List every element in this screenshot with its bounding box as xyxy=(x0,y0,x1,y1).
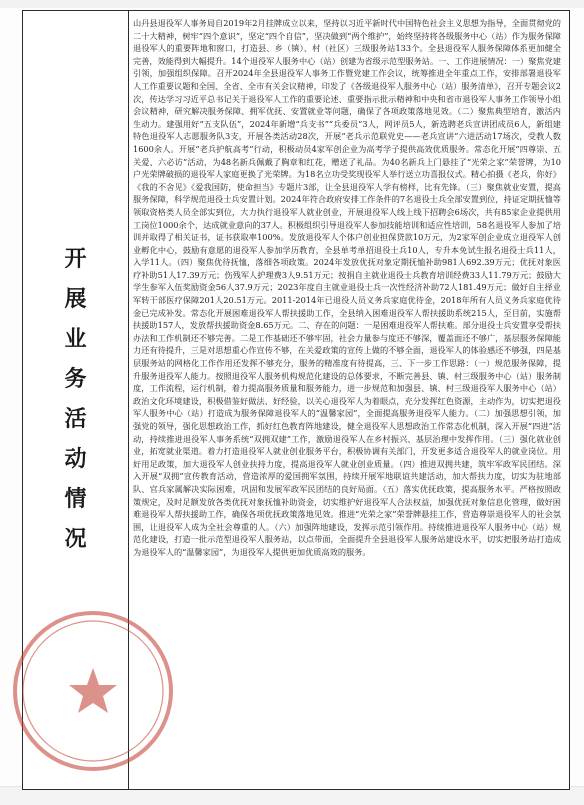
report-text: 山丹县退役军人事务局自2019年2月挂牌成立以来，坚持以习近平新时代中国特色社会主义思想为指导，全面贯彻党的二十大精神，树牢“四个意识”，坚定“四个自信”，坚决做到“两个维护”，始终坚持将各级服务中心（站）作为服务保障退役军人的重要阵地和窗口，打造县、乡（镇）、村（社区）三级服务站133个。全县退役军人服务保障体系更加健全完善，效能得到大幅提升。14个退役军人服务中心（站）创建为省级示范型服务站。一、工作进展情况：一）聚焦党建引领，加强组织保障。召开2024年全县退役军人事务工作暨党建工作会议，统筹推进全年重点工作，安排部署退役军人工作重要议题和全国、全省、全市有关会议精神，印发了《各级退役军人服务中心（站）服务清单》，召开专题会议2次，传达学习习近平总书记关于退役军人工作的重要论述、重要指示批示精神和中央和省市退役军人事务工作领导小组会议精神，研究解决服务保障、拥军优抚、安置就业等问题，确保了各项政策落地见效。（二）聚焦典型培育，激活内生动力。建强用好“五支队伍”，2024年新增“兵支书”“兵委员”3人，网评员5人，新选聘老兵宣讲团成员6人，新组建特色退役军人志愿服务队3支，开展各类活动28次，开展“老兵示范联党史——老兵宣讲”六进活动17场次，受教人数1600余人。开展“老兵护航高考”行动，积极动员4家军创企业为高考学子提供高效优质服务。常态化开展“四尊崇、五关爱、六必访”活动，为48名新兵佩戴了胸章和红花，赠送了礼品。为40名新兵上门悬挂了“光荣之家”荣誉牌，为10户光荣牌破损的退役军人家庭更换了光荣牌。为18名立功受奖现役军人举行送立功喜报仪式。精心拍摄《老兵，你好》《我的不舍见》《爱我国防，使命担当》专题片3部，让全县退役军人学有榜样，比有先锋。（三）聚焦就业安置，提高服务保障，科学规范退役士兵安置计划。2024年符合政府安排工作条件的7名退役士兵全部安置到位，持证定期抚恤等领取资格类人员全部实到位，大力执行退役军人就业创业，开展退役军人线上线下招聘会6场次，共有85家企业提供用工岗位1000余个，达成就业意向的37人。积极组织引导退役军人参加技能培训和适应性培训，58名退役军人参加了培训并取得了相关证书，证书获取率100%。发放退役军人个体户创业担保贷款10万元，为2家军创企业成立退役军人创业孵化中心，鼓励有意愿的退役军人参加学历教育，全县单考单招退役士兵10人，专升本免试生报名退役士兵11人，入学11人。（四）聚焦优待抚恤，落细各项政策。2024年发放优抚对象定期抚恤补助981人692.39万元；优抚对象医疗补助51人17.39万元；伤残军人护理费3人9.51万元；按捐自主就业退役士兵教育培训经费33人11.79万元；鼓励大学生参军入伍奖励资金56人37.9万元；2023年度自主就业退役士兵一次性经济补助72人181.49万元；做好自主择业军转干部医疗保障201人20.51万元。2011-2014年已退役人员义务兵家庭优待金，2018年所有人员义务兵家庭优待金已完成补发。常态化开展困难退役军人帮扶援助工作，全县纳入困难退役军人帮扶援助系统215人，至目前，实施帮扶援助157人，发放帮扶援助资金8.65万元。二、存在的问题：一是困难退役军人帮扶难。部分退役士兵安置享受帮扶办法和工作机制还不够完善。二是工作基础还不够牢固，社会力量参与度还不够深，覆盖面还不够广，基层服务保障能力还有待提升，三是对思想重心作宣传不够，在关爱政策的宣传上做的不够全面，退役军人的体验感还不够强，四是基层服务站的网格化工作作用还发挥不够充分，服务的精准度有待提高，三、下一步工作思路：（一）规范服务保障，提升服务退役军人能力。按照退役军人服务机构规范化建设的总体要求，不断完善县、镇、村三级服务中心（站）服务制度，工作流程，运行机制，着力提高服务质量和服务能力，进一步规范和加强县、镇、村三级退役军人服务中心（站）政治文化环境建设，积极借鉴好做法、好经验，以关心退役军人为着眼点，充分发挥红色资源，主动作为，切实把退役军人服务中心（站）打造成为服务保障退役军人的“温馨家园”，全面提高服务退役军人能力。（二）加强思想引领，加强党的领导，强化思想政治工作，抓好红色教育阵地建设，健全退役军人思想政治工作常态化机制，深入开展“四进”活动，持续推进退役军人事务系统“双拥双建”工作，激励退役军人在乡村振兴、基层治理中发挥作用。（三）强化就业创业，拓宽就业渠道。着力打造退役军人就业创业服务平台，积极协调有关部门，开发更多适合退役军人的就业岗位。用好用足政策，加大退役军人创业扶持力度，提高退役军人就业创业质量。（四）推进双拥共建，筑牢军政军民团结。深入开展“双拥”宣传教育活动，营造浓厚的爱国拥军氛围，持续开展军地联谊共建活动，加大帮扶力度，切实为驻地部队、官兵家属解决实际困难，巩固和发展军政军民团结的良好局面。（五）落实优抚政策，提高服务水平。严格按照政策规定，及时足额发放各类优抚对象抚恤补助资金，切实维护好退役军人合法权益，加强优抚对象信息化管理，做好困难退役军人帮扶援助工作，确保各项优抚政策落地见效。推进“光荣之家”荣誉牌悬挂工作，营造尊崇退役军人的社会氛围，让退役军人成为全社会尊重的人。（六）加强阵地建设，发挥示范引领作用。持续推进退役军人服务中心（站）规范化建设，打造一批示范型退役军人服务站，以点带面，全面提升全县退役军人服务站建设水平，切实把服务站打造成为退役军人的“温馨家园”，为退役军人提供更加优质高效的服务。 xyxy=(133,18,561,557)
section-title-char: 业 xyxy=(64,327,87,352)
section-title-char: 务 xyxy=(64,367,87,392)
report-body xyxy=(133,17,561,783)
scan-top-edge xyxy=(0,0,584,8)
section-title-char: 情 xyxy=(64,487,87,512)
section-title xyxy=(64,249,86,551)
section-title-char: 开 xyxy=(64,247,87,272)
document-form-frame xyxy=(22,10,570,790)
section-title-char: 动 xyxy=(64,447,87,472)
section-label-column xyxy=(23,11,129,789)
section-title-char: 展 xyxy=(64,287,87,312)
section-title-char: 活 xyxy=(64,407,87,432)
section-title-char: 况 xyxy=(64,527,87,552)
